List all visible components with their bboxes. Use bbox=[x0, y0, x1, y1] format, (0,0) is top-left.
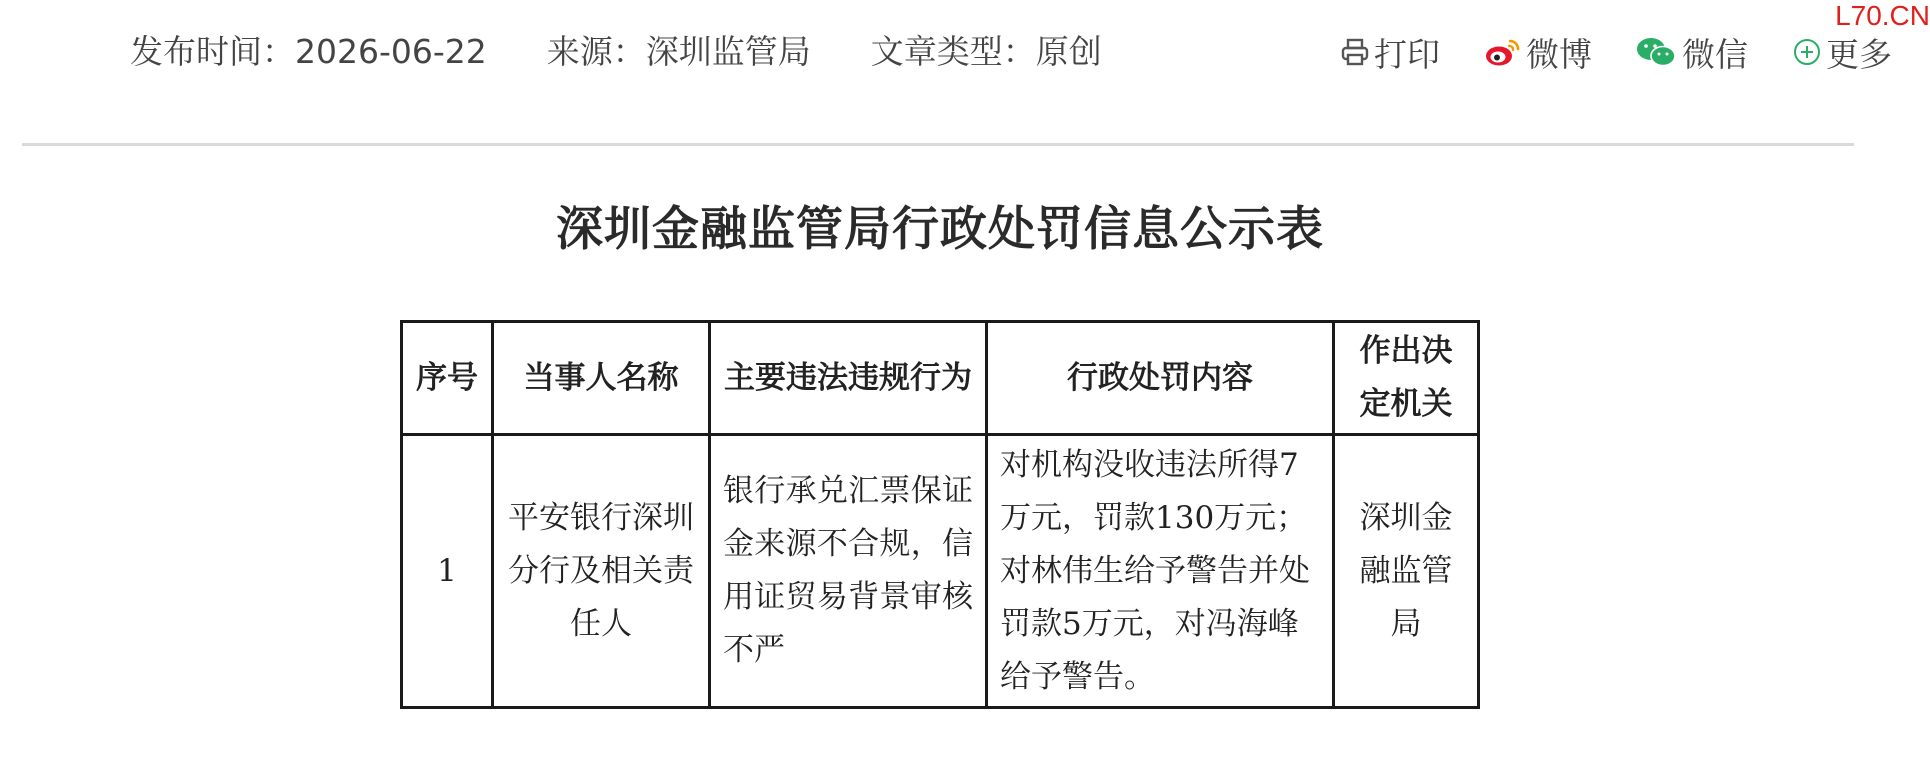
weibo-label: 微博 bbox=[1526, 34, 1592, 74]
cell-penalty-content: 对机构没收违法所得7万元，罚款130万元；对林伟生给予警告并处罚款5万元，对冯海峰给予警告。 bbox=[987, 435, 1334, 708]
table-header-row bbox=[402, 322, 1479, 435]
cell-serial: 1 bbox=[402, 435, 493, 708]
header-authority: 作出决定机关 bbox=[1334, 322, 1479, 435]
article-type: 文章类型：原创 bbox=[870, 32, 1102, 71]
header-violation: 主要违法违规行为 bbox=[710, 322, 987, 435]
printer-icon bbox=[1340, 37, 1370, 67]
table-row bbox=[402, 435, 1479, 708]
cell-violation: 银行承兑汇票保证金来源不合规，信用证贸易背景审核不严 bbox=[710, 435, 987, 708]
header-party-name: 当事人名称 bbox=[493, 322, 710, 435]
watermark: L70.CN bbox=[1835, 0, 1930, 31]
header-penalty-content: 行政处罚内容 bbox=[987, 322, 1334, 435]
more-share-button[interactable] bbox=[1792, 29, 1892, 76]
publish-time: 发布时间：2026-06-22 bbox=[130, 32, 487, 71]
article-source: 来源：深圳监管局 bbox=[546, 32, 811, 71]
penalty-table bbox=[400, 320, 1480, 709]
weibo-icon bbox=[1484, 36, 1522, 68]
wechat-label: 微信 bbox=[1682, 34, 1748, 74]
more-label: 更多 bbox=[1826, 34, 1892, 74]
print-label: 打印 bbox=[1374, 34, 1440, 74]
print-button[interactable] bbox=[1340, 29, 1440, 76]
divider bbox=[22, 143, 1854, 146]
weibo-share-button[interactable] bbox=[1484, 29, 1592, 76]
article-meta bbox=[130, 28, 1120, 76]
plus-circle-icon bbox=[1792, 37, 1822, 67]
cell-party-name: 平安银行深圳分行及相关责任人 bbox=[493, 435, 710, 708]
cell-authority: 深圳金融监管局 bbox=[1334, 435, 1479, 708]
wechat-icon bbox=[1636, 36, 1678, 68]
page-title: 深圳金融监管局行政处罚信息公示表 bbox=[556, 202, 1324, 257]
wechat-share-button[interactable] bbox=[1636, 29, 1748, 76]
share-bar bbox=[1340, 28, 1892, 76]
header-serial: 序号 bbox=[402, 322, 493, 435]
